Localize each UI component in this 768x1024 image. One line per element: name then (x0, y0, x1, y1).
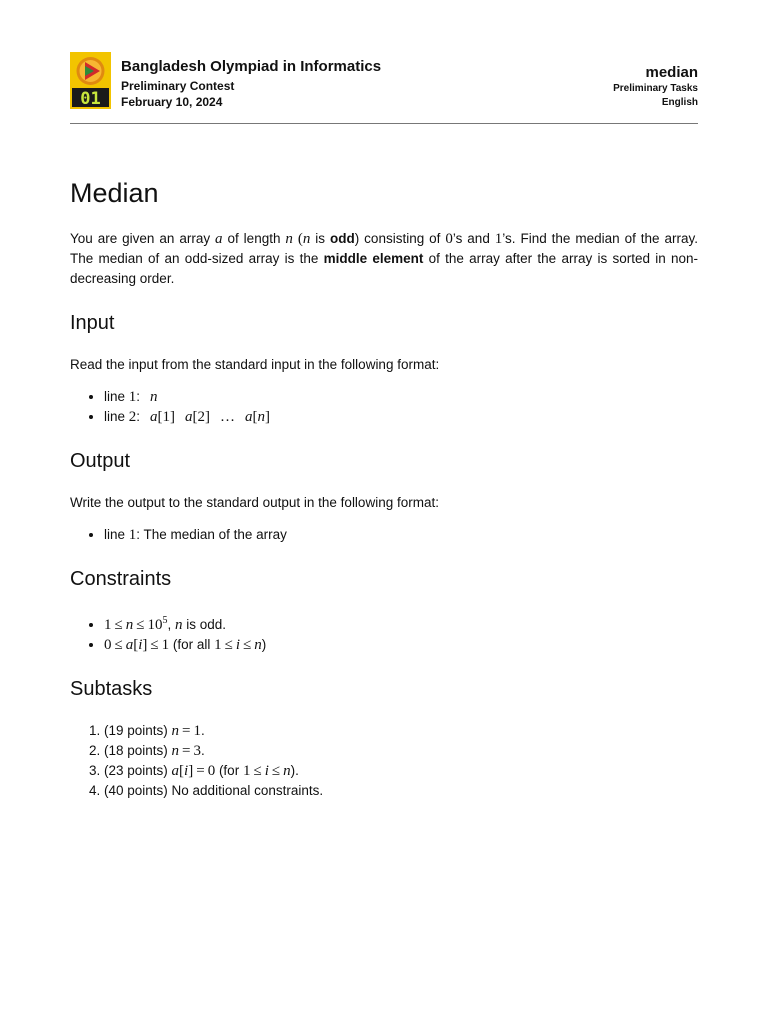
constraint-text: is odd. (182, 617, 227, 632)
math-one: 1 (494, 231, 503, 247)
math-paren: ( (297, 231, 303, 247)
statement-text: ’s. Find the median of the array. The median of an odd-sized array is the (70, 231, 699, 266)
line-word: line (104, 527, 126, 542)
statement-text: of the array after the array is sorted in non-decreasing order. (70, 251, 698, 286)
subtask-points: (18 points) (104, 743, 172, 758)
constraint-text: ) (261, 637, 267, 652)
math-n: n (285, 231, 293, 247)
line-number: 2 (128, 409, 137, 425)
organization-title: Bangladesh Olympiad in Informatics (121, 58, 382, 75)
line-number: 1 (128, 527, 137, 543)
line-word: line (104, 389, 126, 404)
math-zero: 0 (445, 231, 453, 247)
math-a1: a (150, 409, 158, 425)
subtask-item: 2. (18 points) n = 3. (104, 741, 698, 761)
input-intro: Read the input from the standard input in the following format: (70, 357, 440, 372)
boi-logo-icon (70, 52, 111, 109)
subtask-points: (19 points) (104, 723, 172, 738)
constraints-list (70, 611, 698, 655)
statement-text: ’s and (452, 231, 495, 246)
subtask-item (104, 781, 698, 801)
problem-statement (70, 229, 698, 289)
emphasis-middle-element: middle element (323, 251, 424, 266)
contest-name: Preliminary Contest (121, 79, 235, 93)
statement-text: is (310, 231, 330, 246)
subtask-points: (23 points) (104, 763, 172, 778)
list-item: • $1 \le n \le 10^5$, n is odd. (104, 611, 698, 635)
line-number: 1 (128, 389, 137, 405)
subtask-item: 1. (19 points) n = 1. (104, 721, 698, 741)
line-word: line (104, 409, 126, 424)
task-group: Preliminary Tasks (613, 83, 698, 94)
contest-date: February 10, 2024 (121, 95, 223, 109)
list-item (104, 525, 698, 545)
list-item: • 0 ≤ a[i] ≤ 1 (for all 1 ≤ i ≤ n) (104, 635, 698, 655)
task-language: English (661, 97, 698, 108)
output-format-list (70, 525, 698, 545)
statement-text: You are given an array (70, 231, 216, 246)
math-n: n (302, 231, 311, 247)
subtasks-list (70, 721, 698, 801)
math-a: a (215, 231, 223, 247)
list-item: • line 1: n (104, 387, 698, 407)
statement-text: ) consisting of (354, 231, 446, 246)
problem-title: Median (70, 178, 159, 208)
page-header (70, 52, 698, 110)
list-item: • line 2: a[1] a[2] … a[n] (104, 407, 698, 427)
input-format-list (70, 387, 698, 427)
output-description: : The median of the array (136, 527, 287, 542)
statement-text: of length (222, 231, 286, 246)
output-intro: Write the output to the standard output in the following format: (70, 495, 439, 510)
emphasis-odd: odd (330, 231, 355, 246)
subtask-points: (40 points) No additional constraints. (104, 783, 324, 798)
svg-text:01: 01 (80, 89, 101, 109)
math-n: n (150, 389, 158, 405)
constraint-text: (for all (169, 637, 215, 652)
section-constraints-heading: Constraints (70, 568, 172, 590)
section-output-heading: Output (70, 450, 131, 472)
section-subtasks-heading: Subtasks (70, 678, 153, 700)
math-an: a (245, 409, 253, 425)
subtask-item: 3. (23 points) a[i] = 0 (for 1 ≤ i ≤ n). (104, 761, 698, 781)
section-input-heading: Input (70, 312, 115, 334)
subtask-text: (for (215, 763, 243, 778)
task-name: median (645, 64, 698, 81)
math-a2: a (185, 409, 193, 425)
header-divider (70, 123, 698, 124)
subtask-text: ). (290, 763, 299, 778)
problem-content (70, 175, 698, 801)
